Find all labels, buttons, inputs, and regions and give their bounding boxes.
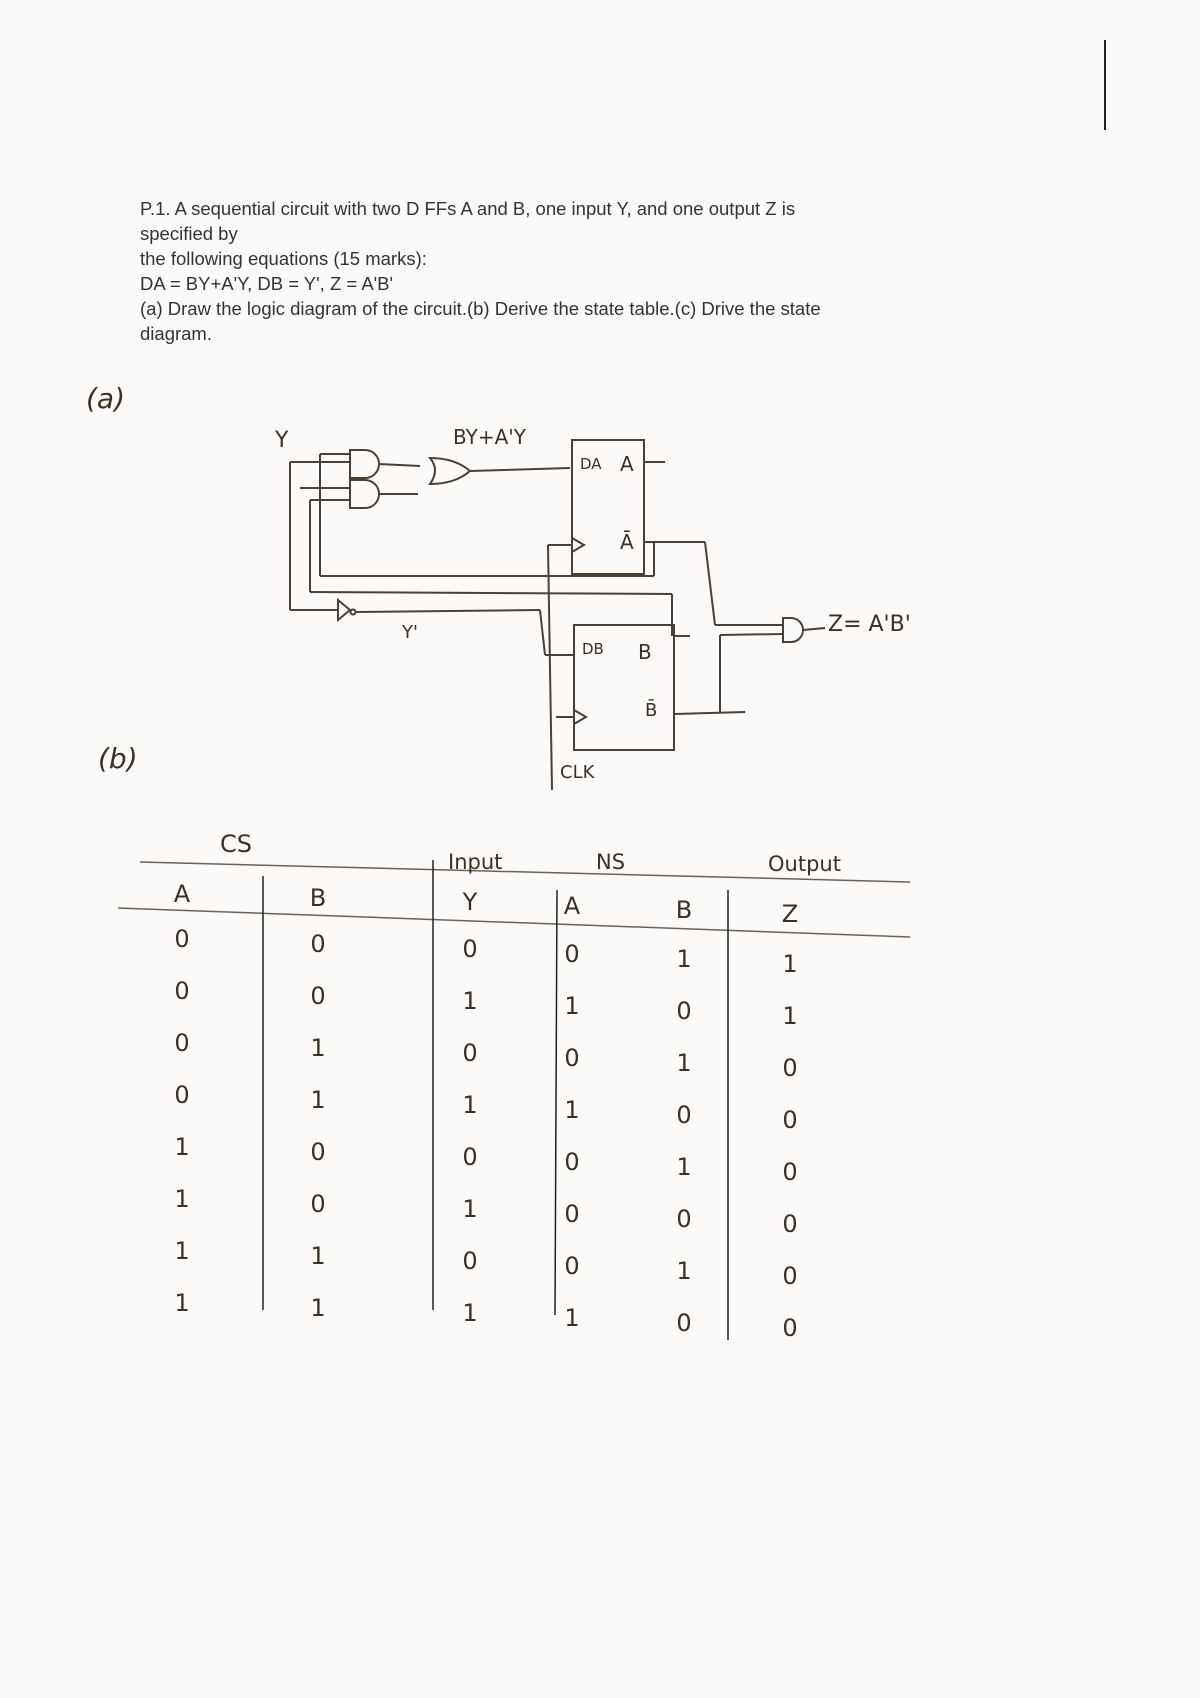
table-cell: 1 <box>462 1299 478 1327</box>
table-cell: 0 <box>174 977 190 1005</box>
table-cell: 0 <box>462 935 478 963</box>
table-cell: 1 <box>564 992 580 1020</box>
table-cell: 1 <box>310 1086 326 1114</box>
ff-b-qbar-label: B̄ <box>645 700 658 721</box>
table-cell: 1 <box>782 1002 798 1030</box>
table-cell: 0 <box>462 1039 478 1067</box>
table-cell: 0 <box>564 940 580 968</box>
table-cell: 1 <box>462 1195 478 1223</box>
column-header: B <box>675 896 693 924</box>
input-y-label: Y <box>275 428 289 453</box>
table-cell: 0 <box>676 997 692 1025</box>
ff-a-d-label: DA <box>580 455 602 473</box>
table-cell: 1 <box>462 1091 478 1119</box>
table-cell: 0 <box>676 1205 692 1233</box>
table-cell: 0 <box>564 1044 580 1072</box>
table-cell: 0 <box>782 1314 798 1342</box>
header-output: Output <box>768 852 841 876</box>
table-cell: 0 <box>174 1029 190 1057</box>
ff-b-q-label: B <box>638 640 652 664</box>
column-header: Z <box>781 900 799 928</box>
table-cell: 0 <box>782 1158 798 1186</box>
part-b-label: (b) <box>98 742 138 775</box>
table-cell: 0 <box>676 1309 692 1337</box>
question-line: DA = BY+A'Y, DB = Y', Z = A'B' <box>140 273 394 294</box>
question-line: (a) Draw the logic diagram of the circuit.(b) Derive the state table.(c) Drive the state <box>140 298 821 319</box>
table-cell: 0 <box>564 1252 580 1280</box>
table-cell: 1 <box>310 1034 326 1062</box>
question-line: the following equations (15 marks): <box>140 248 427 269</box>
part-a-label: (a) <box>86 382 126 415</box>
table-cell: 1 <box>676 1153 692 1181</box>
table-cell: 0 <box>310 1190 326 1218</box>
table-cell: 0 <box>782 1210 798 1238</box>
table-cell: 1 <box>676 1257 692 1285</box>
table-cell: 1 <box>174 1133 190 1161</box>
table-cell: 0 <box>564 1148 580 1176</box>
table-cell: 0 <box>462 1247 478 1275</box>
table-cell: 1 <box>564 1096 580 1124</box>
table-cell: 1 <box>782 950 798 978</box>
table-cell: 1 <box>676 1049 692 1077</box>
table-cell: 0 <box>462 1143 478 1171</box>
table-cell: 0 <box>782 1106 798 1134</box>
table-cell: 1 <box>462 987 478 1015</box>
ff-b-d-label: DB <box>582 640 604 658</box>
output-z-label: Z= A'B' <box>828 612 911 637</box>
table-cell: 1 <box>676 945 692 973</box>
table-cell: 1 <box>174 1185 190 1213</box>
table-cell: 0 <box>310 930 326 958</box>
table-cell: 0 <box>174 1081 190 1109</box>
header-input: Input <box>448 850 503 874</box>
table-cell: 1 <box>174 1289 190 1317</box>
table-cell: 1 <box>310 1294 326 1322</box>
column-header: B <box>309 884 327 912</box>
table-cell: 1 <box>310 1242 326 1270</box>
ff-a-qbar-label: Ā <box>620 530 634 554</box>
table-cell: 0 <box>782 1262 798 1290</box>
table-cell: 0 <box>782 1054 798 1082</box>
table-cell: 0 <box>174 925 190 953</box>
header-ns: NS <box>596 850 626 874</box>
column-header: Y <box>462 888 478 916</box>
table-cell: 0 <box>564 1200 580 1228</box>
or-output-label: BY+A'Y <box>453 425 526 449</box>
ff-a-q-label: A <box>620 452 634 476</box>
question-line: diagram. <box>140 323 212 344</box>
table-cell: 0 <box>310 982 326 1010</box>
table-cell: 1 <box>174 1237 190 1265</box>
table-cell: 0 <box>676 1101 692 1129</box>
column-divider <box>555 890 557 1315</box>
question-line: P.1. A sequential circuit with two D FFs A and B, one input Y, and one output Z is <box>140 198 796 219</box>
column-header: A <box>563 892 581 920</box>
table-cell: 0 <box>310 1138 326 1166</box>
table-cell: 1 <box>564 1304 580 1332</box>
header-cs: CS <box>220 830 252 858</box>
question-line: specified by <box>140 223 238 244</box>
not-output-label: Y' <box>402 622 418 643</box>
clock-label: CLK <box>560 762 595 783</box>
column-header: A <box>173 880 191 908</box>
